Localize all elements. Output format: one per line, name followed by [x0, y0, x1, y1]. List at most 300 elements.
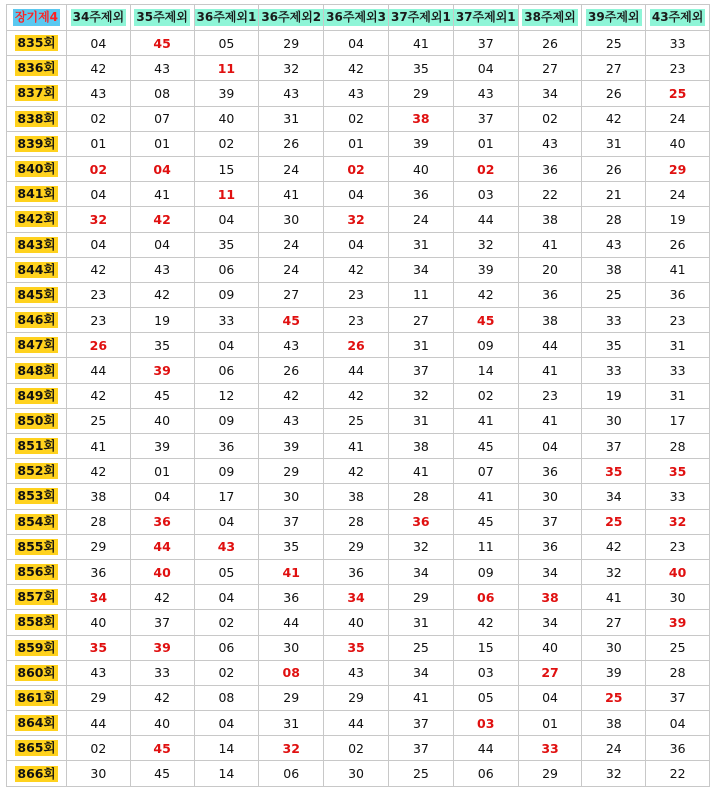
round-label: 854회 [17, 513, 56, 529]
value-cell: 40 [324, 610, 389, 635]
value-cell: 23 [518, 383, 582, 408]
value-cell: 21 [582, 182, 646, 207]
table-row [7, 559, 710, 584]
value-cell: 09 [453, 333, 518, 358]
value-cell: 24 [259, 156, 324, 181]
value-cell: 32 [259, 56, 324, 81]
value-cell: 01 [66, 131, 130, 156]
round-cell [7, 358, 67, 383]
value-cell: 30 [518, 484, 582, 509]
value-cell: 43 [259, 333, 324, 358]
value-cell: 36 [518, 534, 582, 559]
value-cell: 25 [388, 635, 453, 660]
value-cell: 06 [453, 761, 518, 786]
value-cell: 25 [582, 31, 646, 56]
value-cell: 42 [66, 459, 130, 484]
value-cell: 44 [453, 736, 518, 761]
value-cell: 38 [518, 308, 582, 333]
value-cell: 39 [130, 434, 194, 459]
value-cell: 42 [130, 585, 194, 610]
round-cell [7, 459, 67, 484]
value-cell: 43 [324, 660, 389, 685]
value-cell: 29 [388, 585, 453, 610]
table-row [7, 232, 710, 257]
value-cell: 29 [259, 31, 324, 56]
value-cell: 34 [582, 484, 646, 509]
table-row [7, 484, 710, 509]
value-cell: 39 [453, 257, 518, 282]
value-cell: 36 [518, 282, 582, 307]
column-header: 38주제외 [518, 5, 582, 31]
round-label: 856회 [17, 564, 56, 580]
round-label: 852회 [17, 463, 56, 479]
value-cell: 17 [646, 408, 710, 433]
round-cell [7, 434, 67, 459]
value-cell: 44 [259, 610, 324, 635]
value-cell: 04 [66, 182, 130, 207]
value-cell: 37 [582, 434, 646, 459]
round-label: 849회 [17, 387, 56, 403]
value-cell: 36 [518, 156, 582, 181]
value-cell: 44 [518, 333, 582, 358]
value-cell: 42 [66, 257, 130, 282]
value-cell: 29 [259, 459, 324, 484]
round-cell [7, 232, 67, 257]
value-cell: 44 [324, 358, 389, 383]
value-cell: 41 [66, 434, 130, 459]
value-cell: 42 [130, 207, 194, 232]
value-cell: 43 [453, 81, 518, 106]
table-row [7, 685, 710, 710]
table-row [7, 635, 710, 660]
round-label: 839회 [17, 135, 56, 151]
round-cell [7, 333, 67, 358]
value-cell: 40 [130, 408, 194, 433]
value-cell: 42 [324, 257, 389, 282]
table-row [7, 761, 710, 786]
value-cell: 01 [130, 459, 194, 484]
value-cell: 35 [194, 232, 259, 257]
round-cell [7, 761, 67, 786]
value-cell: 04 [194, 509, 259, 534]
round-cell [7, 56, 67, 81]
round-label: 845회 [17, 286, 56, 302]
value-cell: 44 [66, 358, 130, 383]
value-cell: 33 [130, 660, 194, 685]
value-cell: 27 [518, 56, 582, 81]
value-cell: 43 [324, 81, 389, 106]
value-cell: 31 [388, 232, 453, 257]
value-cell: 08 [194, 685, 259, 710]
table-row [7, 56, 710, 81]
round-label: 844회 [17, 261, 56, 277]
table-row [7, 156, 710, 181]
round-cell [7, 182, 67, 207]
table-row [7, 257, 710, 282]
value-cell: 42 [259, 383, 324, 408]
value-cell: 35 [388, 56, 453, 81]
value-cell: 11 [388, 282, 453, 307]
value-cell: 34 [324, 585, 389, 610]
value-cell: 38 [324, 484, 389, 509]
round-label: 835회 [17, 35, 56, 51]
value-cell: 36 [646, 736, 710, 761]
value-cell: 42 [453, 610, 518, 635]
value-cell: 31 [259, 106, 324, 131]
value-cell: 43 [130, 56, 194, 81]
round-label: 855회 [17, 538, 56, 554]
value-cell: 01 [453, 131, 518, 156]
value-cell: 09 [194, 408, 259, 433]
round-cell [7, 484, 67, 509]
value-cell: 33 [646, 358, 710, 383]
value-cell: 06 [259, 761, 324, 786]
round-cell [7, 635, 67, 660]
value-cell: 30 [259, 207, 324, 232]
value-cell: 26 [646, 232, 710, 257]
value-cell: 24 [582, 736, 646, 761]
round-label: 864회 [17, 715, 56, 731]
value-cell: 45 [259, 308, 324, 333]
table-row [7, 383, 710, 408]
value-cell: 44 [130, 534, 194, 559]
value-cell: 44 [324, 711, 389, 736]
value-cell: 35 [324, 635, 389, 660]
round-cell [7, 610, 67, 635]
round-label: 861회 [17, 689, 56, 705]
value-cell: 41 [518, 408, 582, 433]
header-row [7, 5, 710, 31]
value-cell: 36 [324, 559, 389, 584]
value-cell: 07 [130, 106, 194, 131]
table-row [7, 459, 710, 484]
value-cell: 33 [582, 308, 646, 333]
table-row [7, 408, 710, 433]
value-cell: 02 [66, 736, 130, 761]
value-cell: 41 [388, 459, 453, 484]
value-cell: 30 [66, 761, 130, 786]
value-cell: 28 [388, 484, 453, 509]
value-cell: 11 [453, 534, 518, 559]
value-cell: 34 [66, 585, 130, 610]
value-cell: 04 [66, 232, 130, 257]
value-cell: 23 [646, 308, 710, 333]
value-cell: 37 [130, 610, 194, 635]
value-cell: 31 [646, 333, 710, 358]
round-cell [7, 81, 67, 106]
round-cell [7, 559, 67, 584]
value-cell: 04 [194, 333, 259, 358]
value-cell: 45 [453, 509, 518, 534]
round-label: 838회 [17, 110, 56, 126]
value-cell: 39 [646, 610, 710, 635]
value-cell: 32 [66, 207, 130, 232]
value-cell: 36 [646, 282, 710, 307]
column-header: 43주제외 [646, 5, 710, 31]
value-cell: 26 [518, 31, 582, 56]
table-row [7, 308, 710, 333]
table-row [7, 81, 710, 106]
value-cell: 09 [453, 559, 518, 584]
value-cell: 22 [646, 761, 710, 786]
value-cell: 24 [388, 207, 453, 232]
value-cell: 34 [388, 559, 453, 584]
value-cell: 30 [646, 585, 710, 610]
value-cell: 28 [324, 509, 389, 534]
value-cell: 32 [582, 559, 646, 584]
value-cell: 38 [518, 207, 582, 232]
value-cell: 11 [194, 56, 259, 81]
value-cell: 45 [130, 383, 194, 408]
value-cell: 23 [66, 282, 130, 307]
value-cell: 39 [259, 434, 324, 459]
value-cell: 01 [518, 711, 582, 736]
table-row [7, 660, 710, 685]
value-cell: 31 [259, 711, 324, 736]
value-cell: 08 [130, 81, 194, 106]
round-cell [7, 207, 67, 232]
value-cell: 41 [259, 559, 324, 584]
value-cell: 01 [130, 131, 194, 156]
value-cell: 34 [518, 610, 582, 635]
round-cell [7, 156, 67, 181]
value-cell: 36 [66, 559, 130, 584]
value-cell: 28 [646, 434, 710, 459]
round-label: 853회 [17, 488, 56, 504]
value-cell: 42 [130, 282, 194, 307]
round-label: 843회 [17, 236, 56, 252]
value-cell: 45 [453, 434, 518, 459]
round-cell [7, 736, 67, 761]
value-cell: 40 [130, 711, 194, 736]
value-cell: 36 [194, 434, 259, 459]
value-cell: 33 [646, 484, 710, 509]
table-row [7, 358, 710, 383]
value-cell: 04 [194, 711, 259, 736]
value-cell: 40 [646, 131, 710, 156]
value-cell: 35 [646, 459, 710, 484]
value-cell: 31 [388, 408, 453, 433]
column-header: 35주제외 [130, 5, 194, 31]
value-cell: 37 [259, 509, 324, 534]
round-cell [7, 131, 67, 156]
value-cell: 39 [582, 660, 646, 685]
value-cell: 42 [130, 685, 194, 710]
value-cell: 04 [130, 232, 194, 257]
value-cell: 26 [259, 358, 324, 383]
round-cell [7, 257, 67, 282]
value-cell: 23 [646, 56, 710, 81]
round-cell [7, 685, 67, 710]
value-cell: 29 [66, 685, 130, 710]
value-cell: 40 [66, 610, 130, 635]
value-cell: 31 [388, 333, 453, 358]
value-cell: 44 [453, 207, 518, 232]
value-cell: 37 [453, 31, 518, 56]
value-cell: 09 [194, 282, 259, 307]
round-label: 860회 [17, 664, 56, 680]
value-cell: 41 [453, 484, 518, 509]
value-cell: 03 [453, 660, 518, 685]
round-label: 857회 [17, 589, 56, 605]
value-cell: 27 [582, 610, 646, 635]
value-cell: 32 [453, 232, 518, 257]
table-row [7, 333, 710, 358]
value-cell: 04 [518, 685, 582, 710]
value-cell: 02 [194, 131, 259, 156]
round-cell [7, 711, 67, 736]
value-cell: 04 [518, 434, 582, 459]
value-cell: 41 [259, 182, 324, 207]
column-header: 36주제외2 [259, 5, 324, 31]
value-cell: 25 [582, 509, 646, 534]
value-cell: 06 [194, 358, 259, 383]
value-cell: 23 [324, 308, 389, 333]
value-cell: 03 [453, 711, 518, 736]
round-cell [7, 660, 67, 685]
value-cell: 29 [324, 685, 389, 710]
value-cell: 43 [66, 660, 130, 685]
value-cell: 32 [259, 736, 324, 761]
value-cell: 23 [324, 282, 389, 307]
value-cell: 07 [453, 459, 518, 484]
value-cell: 27 [388, 308, 453, 333]
table-row [7, 711, 710, 736]
value-cell: 02 [453, 156, 518, 181]
value-cell: 04 [324, 182, 389, 207]
value-cell: 40 [130, 559, 194, 584]
value-cell: 04 [324, 232, 389, 257]
value-cell: 41 [582, 585, 646, 610]
value-cell: 23 [66, 308, 130, 333]
value-cell: 38 [388, 106, 453, 131]
column-header: 37주제외1 [388, 5, 453, 31]
table-row [7, 31, 710, 56]
table-row [7, 434, 710, 459]
value-cell: 30 [259, 484, 324, 509]
value-cell: 37 [388, 736, 453, 761]
value-cell: 25 [324, 408, 389, 433]
value-cell: 02 [194, 610, 259, 635]
value-cell: 44 [66, 711, 130, 736]
value-cell: 43 [518, 131, 582, 156]
value-cell: 41 [388, 685, 453, 710]
value-cell: 04 [453, 56, 518, 81]
value-cell: 40 [646, 559, 710, 584]
value-cell: 26 [259, 131, 324, 156]
value-cell: 29 [646, 156, 710, 181]
value-cell: 26 [324, 333, 389, 358]
value-cell: 28 [646, 660, 710, 685]
column-header: 36주제외1 [194, 5, 259, 31]
value-cell: 30 [582, 635, 646, 660]
value-cell: 29 [518, 761, 582, 786]
table-row [7, 534, 710, 559]
round-label: 850회 [17, 412, 56, 428]
value-cell: 41 [646, 257, 710, 282]
results-table [6, 4, 710, 787]
value-cell: 19 [646, 207, 710, 232]
value-cell: 31 [582, 131, 646, 156]
value-cell: 04 [130, 484, 194, 509]
value-cell: 36 [130, 509, 194, 534]
value-cell: 05 [194, 31, 259, 56]
value-cell: 25 [66, 408, 130, 433]
value-cell: 29 [66, 534, 130, 559]
value-cell: 05 [453, 685, 518, 710]
round-label: 848회 [17, 362, 56, 378]
table-row [7, 182, 710, 207]
value-cell: 17 [194, 484, 259, 509]
value-cell: 22 [518, 182, 582, 207]
value-cell: 39 [130, 358, 194, 383]
value-cell: 02 [324, 156, 389, 181]
value-cell: 43 [66, 81, 130, 106]
round-label: 846회 [17, 312, 56, 328]
value-cell: 42 [453, 282, 518, 307]
value-cell: 40 [518, 635, 582, 660]
value-cell: 37 [646, 685, 710, 710]
value-cell: 04 [66, 31, 130, 56]
value-cell: 06 [453, 585, 518, 610]
value-cell: 25 [388, 761, 453, 786]
value-cell: 32 [388, 534, 453, 559]
value-cell: 38 [582, 711, 646, 736]
value-cell: 41 [518, 232, 582, 257]
value-cell: 43 [582, 232, 646, 257]
value-cell: 33 [646, 31, 710, 56]
table-body [7, 31, 710, 787]
value-cell: 25 [582, 685, 646, 710]
value-cell: 40 [194, 106, 259, 131]
value-cell: 26 [582, 81, 646, 106]
value-cell: 30 [259, 635, 324, 660]
table-row [7, 610, 710, 635]
value-cell: 37 [453, 106, 518, 131]
value-cell: 24 [646, 182, 710, 207]
column-header: 34주제외 [66, 5, 130, 31]
value-cell: 26 [66, 333, 130, 358]
value-cell: 35 [130, 333, 194, 358]
round-label: 858회 [17, 614, 56, 630]
value-cell: 36 [259, 585, 324, 610]
round-cell [7, 534, 67, 559]
value-cell: 32 [324, 207, 389, 232]
round-label: 842회 [17, 211, 56, 227]
value-cell: 34 [388, 660, 453, 685]
value-cell: 37 [388, 711, 453, 736]
value-cell: 23 [646, 534, 710, 559]
value-cell: 41 [518, 358, 582, 383]
round-cell [7, 106, 67, 131]
value-cell: 02 [194, 660, 259, 685]
value-cell: 45 [453, 308, 518, 333]
round-cell [7, 408, 67, 433]
round-label: 841회 [17, 186, 56, 202]
value-cell: 04 [194, 207, 259, 232]
value-cell: 15 [453, 635, 518, 660]
value-cell: 27 [259, 282, 324, 307]
round-cell [7, 383, 67, 408]
value-cell: 02 [66, 156, 130, 181]
value-cell: 36 [388, 182, 453, 207]
value-cell: 25 [646, 81, 710, 106]
value-cell: 12 [194, 383, 259, 408]
value-cell: 38 [582, 257, 646, 282]
value-cell: 02 [453, 383, 518, 408]
round-cell [7, 31, 67, 56]
value-cell: 20 [518, 257, 582, 282]
